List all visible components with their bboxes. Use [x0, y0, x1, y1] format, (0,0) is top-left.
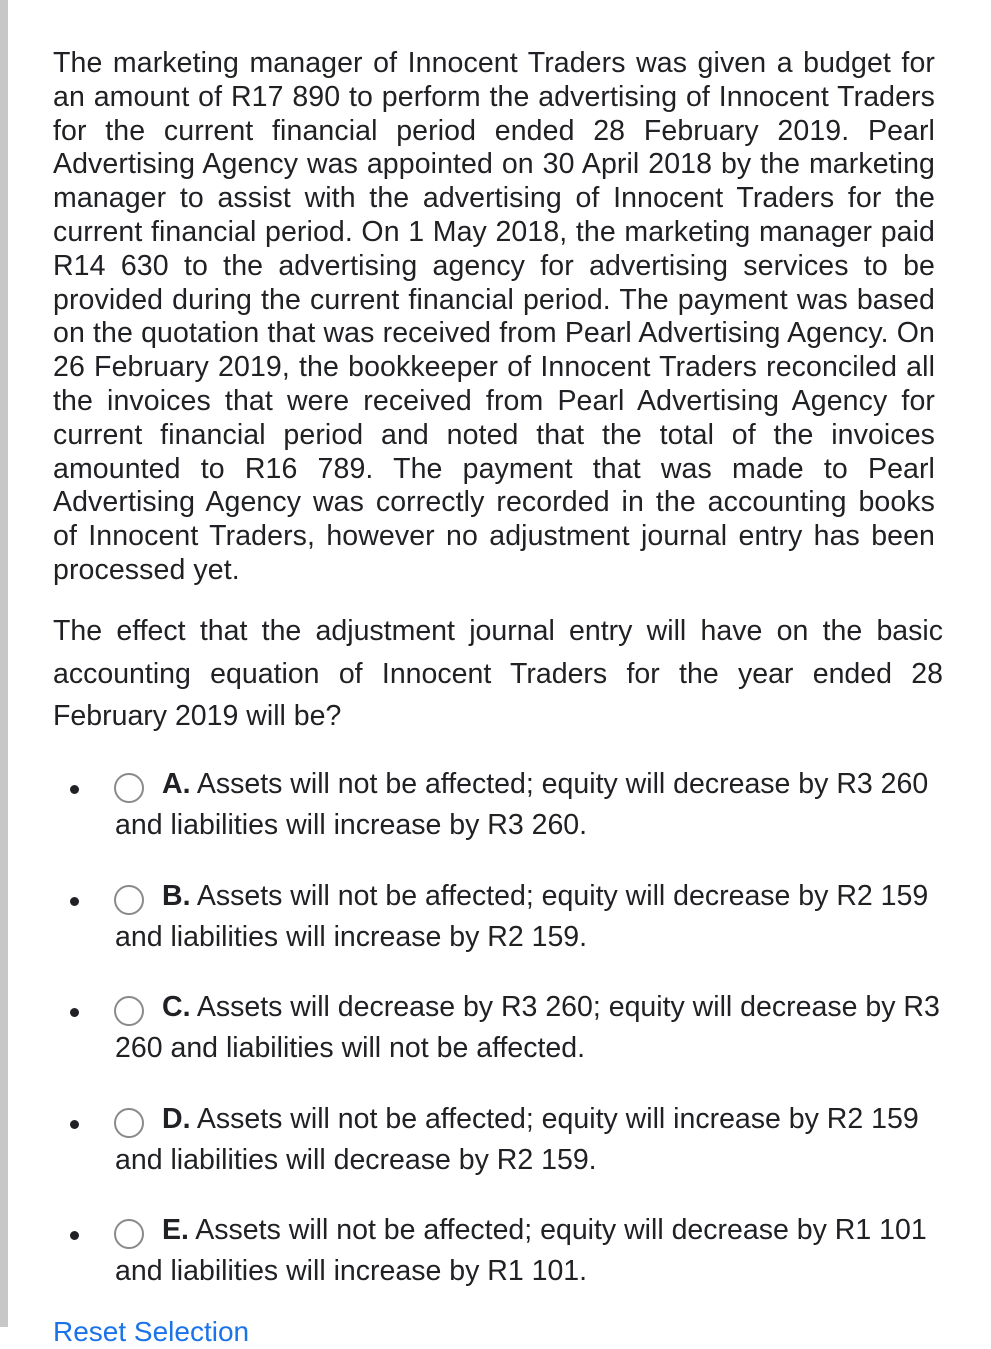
option-e-label: Assets will not be affected; equity will decrease by R1 101 and liabilities will increase by R1 101.	[115, 1214, 927, 1287]
bullet-icon	[70, 897, 79, 906]
left-scroll-bar	[0, 0, 8, 1327]
option-a-letter: A.	[162, 768, 191, 800]
option-b-letter: B.	[162, 880, 191, 912]
option-d-label: Assets will not be affected; equity will increase by R2 159 and liabilities will decrease by R2 159.	[115, 1103, 919, 1176]
option-d-text	[115, 1099, 945, 1181]
option-d-letter: D.	[162, 1103, 191, 1135]
option-c-text	[115, 987, 945, 1069]
bullet-icon	[70, 1008, 79, 1017]
reset-selection-link[interactable]: Reset Selection	[53, 1316, 250, 1347]
option-e-text	[115, 1210, 945, 1292]
option-a-text	[115, 764, 945, 846]
option-b-text	[115, 876, 945, 958]
option-e-letter: E.	[162, 1214, 189, 1246]
bullet-icon	[70, 1231, 79, 1240]
bullet-icon	[70, 785, 79, 794]
option-c-letter: C.	[162, 991, 191, 1023]
question-passage: The marketing manager of Innocent Traders was given a budget for an amount of R17 890 to perform the advertising of Innocent Traders for the current financial period ended 28 February 2019. Pearl Advertising Agency was appointed on 30 April 2018 by the marketing manager to assist with the advertising of Innocent Traders for the current financial period. On 1 May 2018, the marketing manager paid R14 630 to the advertising agency for advertising services to be provided during the current financial period. The payment was based on the quotation that was received from Pearl Advertising Agency. On 26 February 2019, the bookkeeper of Innocent Traders reconciled all the invoices that were received from Pearl Advertising Agency for current financial period and noted that the total of the invoices amounted to R16 789. The payment that was made to Pearl Advertising Agency was correctly recorded in the accounting books of Innocent Traders, however no adjustment journal entry has been processed yet.	[53, 47, 935, 586]
question-prompt: The effect that the adjustment journal entry will have on the basic accounting equation of Innocent Traders for the year ended 28 February 2019 will be?	[53, 615, 943, 732]
option-b-label: Assets will not be affected; equity will decrease by R2 159 and liabilities will increase by R2 159.	[115, 880, 929, 953]
option-c-label: Assets will decrease by R3 260; equity will decrease by R3 260 and liabilities will not be affected.	[115, 991, 940, 1064]
option-a-label: Assets will not be affected; equity will decrease by R3 260 and liabilities will increase by R3 260.	[115, 768, 929, 841]
bullet-icon	[70, 1120, 79, 1129]
